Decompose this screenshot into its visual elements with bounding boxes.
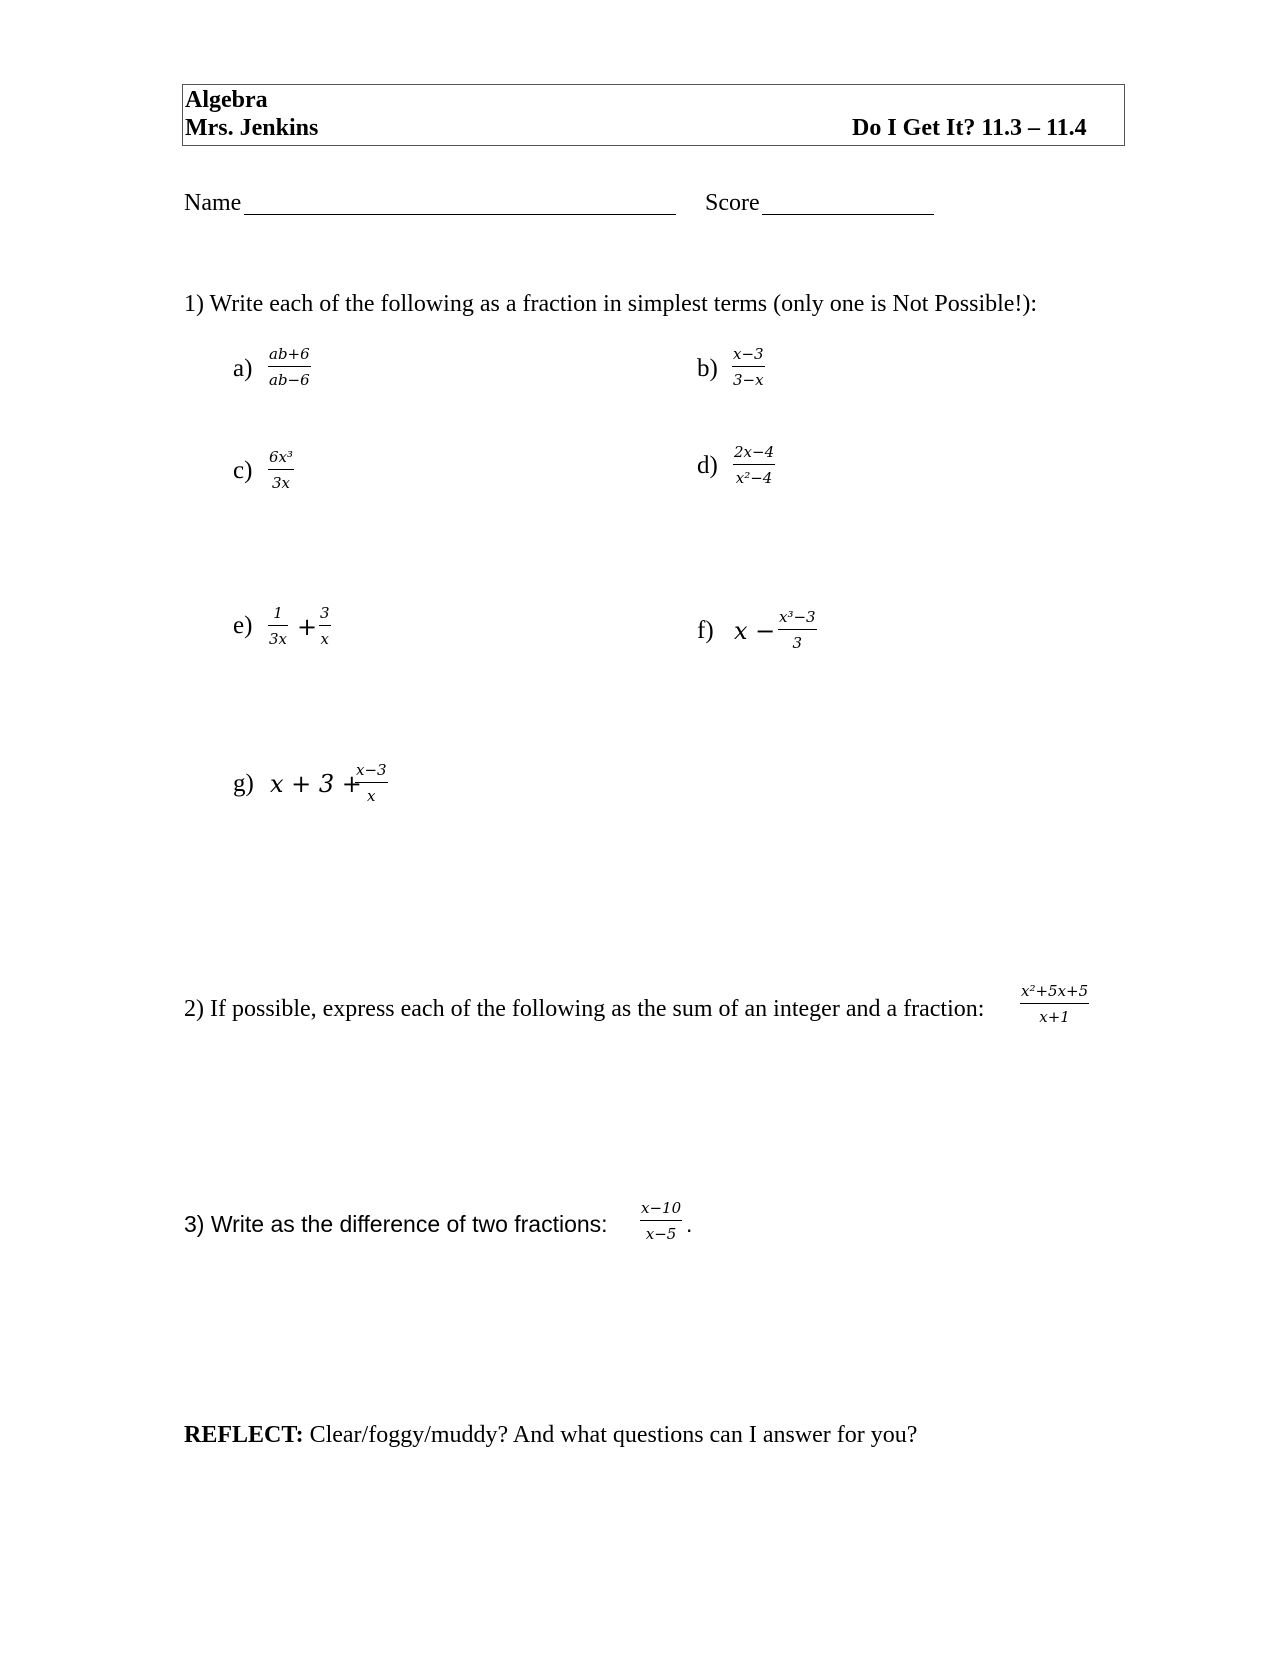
fraction-bar bbox=[640, 1220, 682, 1221]
q1g-lead: x + 3 + bbox=[270, 770, 362, 798]
q3-denominator: x−5 bbox=[645, 1225, 677, 1243]
fraction-bar bbox=[732, 366, 765, 367]
q1e-numerator-1: 1 bbox=[273, 604, 283, 622]
q1e-fraction-2 bbox=[319, 604, 331, 648]
q1g-fraction bbox=[355, 761, 388, 805]
fraction-bar bbox=[733, 464, 775, 465]
q1b-fraction bbox=[732, 345, 765, 389]
q1e-operator: + bbox=[297, 613, 318, 641]
q1c-fraction bbox=[268, 448, 294, 492]
q1a-label: a) bbox=[233, 355, 253, 382]
q1d-fraction bbox=[733, 443, 775, 487]
q1d-label: d) bbox=[697, 452, 718, 479]
q1c-numerator: 6x³ bbox=[269, 448, 294, 466]
course-title: Algebra bbox=[185, 87, 268, 113]
reflect-label: REFLECT: bbox=[184, 1422, 304, 1448]
q1d-numerator: 2x−4 bbox=[734, 443, 775, 461]
fraction-bar bbox=[268, 366, 311, 367]
q1a-fraction bbox=[268, 345, 311, 389]
q1e-numerator-2: 3 bbox=[320, 604, 330, 622]
q1f-fraction bbox=[778, 608, 817, 652]
q1g-label: g) bbox=[233, 770, 254, 797]
score-field[interactable] bbox=[762, 214, 934, 215]
fraction-bar bbox=[355, 782, 388, 783]
q3-period: . bbox=[686, 1211, 693, 1237]
q1b-denominator: 3−x bbox=[733, 371, 764, 389]
q2-prompt: 2) If possible, express each of the following as the sum of an integer and a fraction: bbox=[184, 996, 985, 1022]
q1-prompt: 1) Write each of the following as a fraction in simplest terms (only one is Not Possible!): bbox=[184, 291, 1038, 317]
fraction-bar bbox=[778, 629, 817, 630]
q1d-denominator: x²−4 bbox=[735, 469, 773, 487]
q1e-label: e) bbox=[233, 612, 253, 639]
name-label: Name bbox=[184, 190, 242, 216]
q1g-denominator: x bbox=[367, 787, 376, 805]
q1c-label: c) bbox=[233, 457, 253, 484]
q1f-label: f) bbox=[697, 617, 714, 644]
q1a-numerator: ab+6 bbox=[269, 345, 310, 363]
teacher-name: Mrs. Jenkins bbox=[185, 115, 319, 141]
q1b-label: b) bbox=[697, 355, 718, 382]
q1b-numerator: x−3 bbox=[733, 345, 764, 363]
fraction-bar bbox=[319, 625, 331, 626]
q1e-fraction-1 bbox=[268, 604, 288, 648]
q3-fraction bbox=[640, 1199, 682, 1243]
q1e-denominator-2: x bbox=[320, 630, 329, 648]
worksheet-title: Do I Get It? 11.3 – 11.4 bbox=[852, 115, 1087, 141]
q1f-denominator: 3 bbox=[792, 634, 803, 652]
fraction-bar bbox=[268, 469, 294, 470]
q1g-numerator: x−3 bbox=[356, 761, 387, 779]
reflect-line bbox=[184, 1421, 917, 1449]
q2-fraction bbox=[1020, 982, 1089, 1026]
reflect-text: Clear/foggy/muddy? And what questions can I answer for you? bbox=[309, 1422, 918, 1448]
q1f-numerator: x³−3 bbox=[779, 608, 816, 626]
q1f-lead: x − bbox=[734, 617, 776, 645]
q1a-denominator: ab−6 bbox=[269, 371, 310, 389]
q2-denominator: x+1 bbox=[1039, 1008, 1070, 1026]
q2-numerator: x²+5x+5 bbox=[1021, 982, 1089, 1000]
q3-numerator: x−10 bbox=[641, 1199, 682, 1217]
name-field[interactable] bbox=[244, 214, 676, 215]
q1c-denominator: 3x bbox=[272, 474, 291, 492]
fraction-bar bbox=[1020, 1003, 1089, 1004]
fraction-bar bbox=[268, 625, 288, 626]
q1e-denominator-1: 3x bbox=[269, 630, 288, 648]
score-label: Score bbox=[705, 190, 760, 216]
q3-prompt: 3) Write as the difference of two fractions: bbox=[184, 1211, 608, 1237]
